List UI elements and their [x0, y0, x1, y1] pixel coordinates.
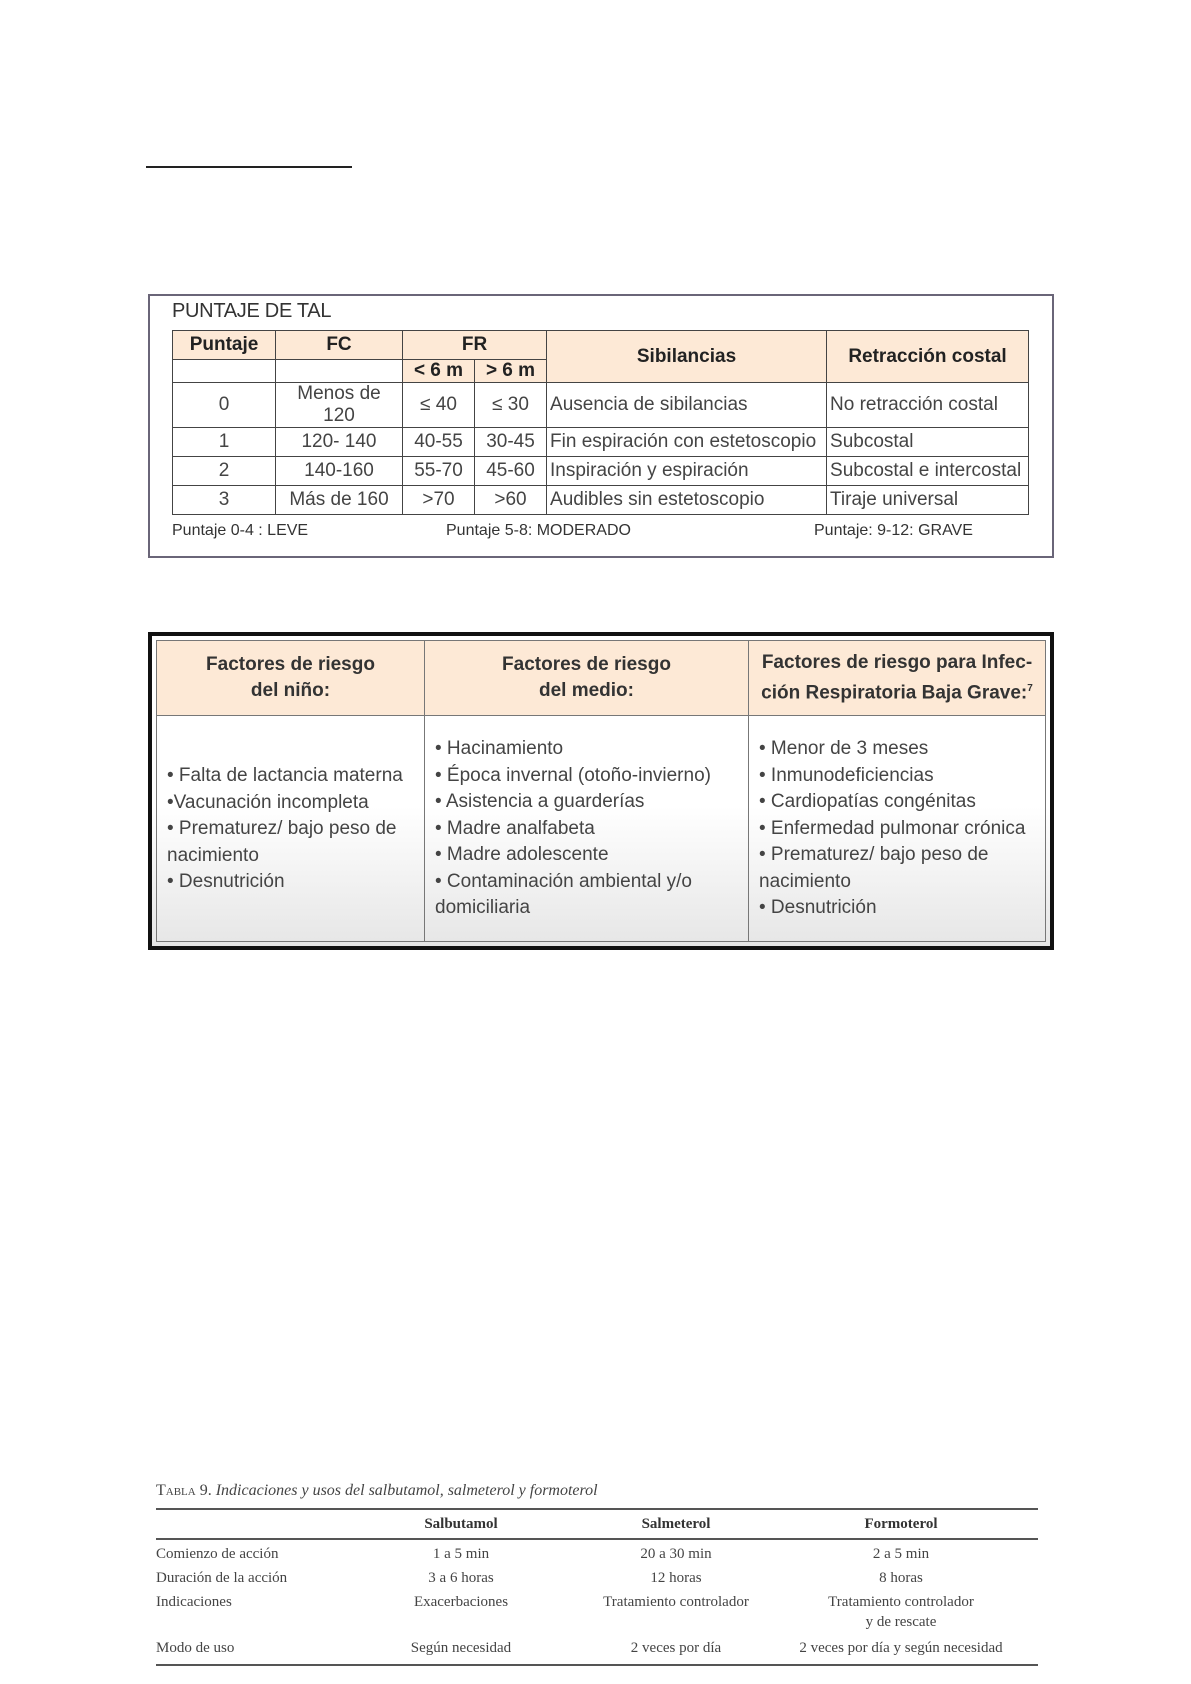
cell-fr-gt6: ≤ 30 — [475, 383, 547, 428]
header-retraccion: Retracción costal — [827, 331, 1029, 383]
cell-formoterol-line2: y de rescate — [865, 1614, 937, 1630]
risk-list — [425, 716, 748, 922]
risk-item: • Prematurez/ bajo peso de — [167, 818, 397, 839]
risk-header-line: ción Respiratoria Baja Grave: — [761, 682, 1028, 704]
tal-row — [173, 428, 1029, 457]
cell-fr-gt6: 30-45 — [475, 428, 547, 457]
cell-fc: 120- 140 — [276, 428, 403, 457]
caption-text: Indicaciones y usos del salbutamol, salmeterol y formoterol — [215, 1482, 598, 1499]
tabla-9-caption — [156, 1482, 598, 1500]
risk-column-nino — [157, 641, 424, 941]
cell-sibilancias: Audibles sin estetoscopio — [547, 486, 827, 515]
cell-fr-gt6: >60 — [475, 486, 547, 515]
cell-fc: Menos de 120 — [276, 383, 403, 428]
risk-header-line: del medio: — [538, 680, 634, 701]
risk-item: • Desnutrición — [167, 871, 285, 892]
table-rule-top — [156, 1508, 1038, 1510]
risk-column-irbg — [748, 641, 1045, 941]
risk-header-line: Factores de riesgo — [502, 654, 671, 675]
risk-factors-panel — [148, 632, 1054, 950]
risk-item: nacimiento — [759, 870, 851, 892]
cell-fr-lt6: 55-70 — [403, 457, 475, 486]
cell-salmeterol: 2 veces por día — [630, 1640, 722, 1656]
cell-salbutamol: 1 a 5 min — [432, 1546, 490, 1562]
risk-list — [157, 716, 424, 896]
cell-fr-lt6: >70 — [403, 486, 475, 515]
cell-puntaje: 2 — [173, 457, 276, 486]
table-rule-bottom — [156, 1664, 1038, 1666]
caption-label: Tabla 9. — [156, 1482, 212, 1499]
cell-retraccion: Subcostal e intercostal — [827, 457, 1029, 486]
footer-grave: Puntaje: 9-12: GRAVE — [814, 522, 973, 539]
cell-salmeterol: 12 horas — [650, 1570, 702, 1586]
header-salmeterol: Salmeterol — [641, 1516, 711, 1532]
empty-cell — [276, 360, 403, 383]
cell-fc: Más de 160 — [276, 486, 403, 515]
risk-item: • Cardiopatías congénitas — [759, 791, 976, 812]
risk-column-medio — [424, 641, 748, 941]
empty-cell — [173, 360, 276, 383]
risk-item: • Asistencia a guarderías — [435, 791, 645, 812]
risk-item: • Menor de 3 meses — [759, 738, 929, 759]
risk-item: • Prematurez/ bajo peso de — [759, 844, 989, 865]
risk-item: domiciliaria — [435, 897, 531, 918]
row-label: Comienzo de acción — [156, 1546, 279, 1562]
risk-item: • Época invernal (otoño-invierno) — [435, 764, 711, 786]
risk-item: • Enfermedad pulmonar crónica — [759, 817, 1026, 839]
risk-item: • Madre analfabeta — [435, 817, 595, 839]
risk-column-header — [157, 641, 424, 716]
footer-leve: Puntaje 0-4 : LEVE — [172, 522, 309, 539]
row-label: Duración de la acción — [156, 1570, 288, 1586]
cell-puntaje: 0 — [173, 383, 276, 428]
tal-row — [173, 383, 1029, 428]
header-puntaje: Puntaje — [173, 331, 276, 360]
tal-table — [172, 330, 1029, 515]
risk-column-header — [749, 641, 1045, 716]
header-sibilancias: Sibilancias — [547, 331, 827, 383]
cell-sibilancias: Ausencia de sibilancias — [547, 383, 827, 428]
risk-header-line: del niño: — [250, 680, 331, 701]
risk-item: •Vacunación incompleta — [167, 791, 369, 813]
cell-formoterol: Tratamiento controlador — [828, 1594, 974, 1610]
cell-salbutamol: Según necesidad — [410, 1640, 512, 1656]
tal-score-panel — [148, 294, 1054, 558]
header-formoterol: Formoterol — [864, 1516, 938, 1532]
footer-moderado: Puntaje 5-8: MODERADO — [446, 522, 631, 539]
risk-item: • Hacinamiento — [435, 738, 564, 759]
cell-salmeterol: 20 a 30 min — [640, 1546, 712, 1562]
header-salbutamol: Salbutamol — [424, 1516, 498, 1532]
cell-formoterol: 2 veces por día y según necesidad — [799, 1640, 1003, 1656]
cell-fc: 140-160 — [276, 457, 403, 486]
footnote-mark: 7 — [1027, 682, 1033, 694]
header-fr-gt6: > 6 m — [475, 360, 547, 383]
risk-item: nacimiento — [167, 844, 259, 866]
cell-puntaje: 1 — [173, 428, 276, 457]
cell-formoterol: 2 a 5 min — [872, 1546, 930, 1562]
row-label: Modo de uso — [156, 1640, 235, 1656]
table-rule-header — [156, 1538, 1038, 1540]
risk-header-line: Factores de riesgo para Infec- — [761, 651, 1033, 673]
cell-sibilancias: Fin espiración con estetoscopio — [547, 428, 827, 457]
header-fr-lt6: < 6 m — [403, 360, 475, 383]
cell-salbutamol: Exacerbaciones — [413, 1594, 509, 1610]
cell-puntaje: 3 — [173, 486, 276, 515]
cell-formoterol: 8 horas — [879, 1570, 923, 1586]
tal-row — [173, 457, 1029, 486]
cell-sibilancias: Inspiración y espiración — [547, 457, 827, 486]
risk-item: • Desnutrición — [759, 897, 877, 918]
cell-retraccion: No retracción costal — [827, 383, 1029, 428]
cell-fr-gt6: 45-60 — [475, 457, 547, 486]
row-label: Indicaciones — [156, 1594, 232, 1610]
cell-salbutamol: 3 a 6 horas — [428, 1570, 494, 1586]
tal-header-row — [173, 331, 1029, 360]
risk-factors-inner — [156, 640, 1046, 942]
header-fr: FR — [403, 331, 547, 360]
top-rule — [146, 166, 352, 168]
risk-item: • Madre adolescente — [435, 844, 609, 865]
cell-salmeterol: Tratamiento controlador — [603, 1594, 749, 1610]
risk-header-line: Factores de riesgo — [206, 654, 375, 675]
cell-fr-lt6: 40-55 — [403, 428, 475, 457]
tal-row — [173, 486, 1029, 515]
risk-column-header — [425, 641, 748, 716]
header-fc: FC — [276, 331, 403, 360]
risk-list — [749, 716, 1045, 922]
cell-retraccion: Subcostal — [827, 428, 1029, 457]
risk-item: • Inmunodeficiencias — [759, 764, 934, 786]
cell-retraccion: Tiraje universal — [827, 486, 1029, 515]
risk-item: • Contaminación ambiental y/o — [435, 870, 692, 892]
tal-title: PUNTAJE DE TAL — [172, 300, 332, 322]
risk-item: • Falta de lactancia materna — [167, 765, 403, 786]
cell-fr-lt6: ≤ 40 — [403, 383, 475, 428]
